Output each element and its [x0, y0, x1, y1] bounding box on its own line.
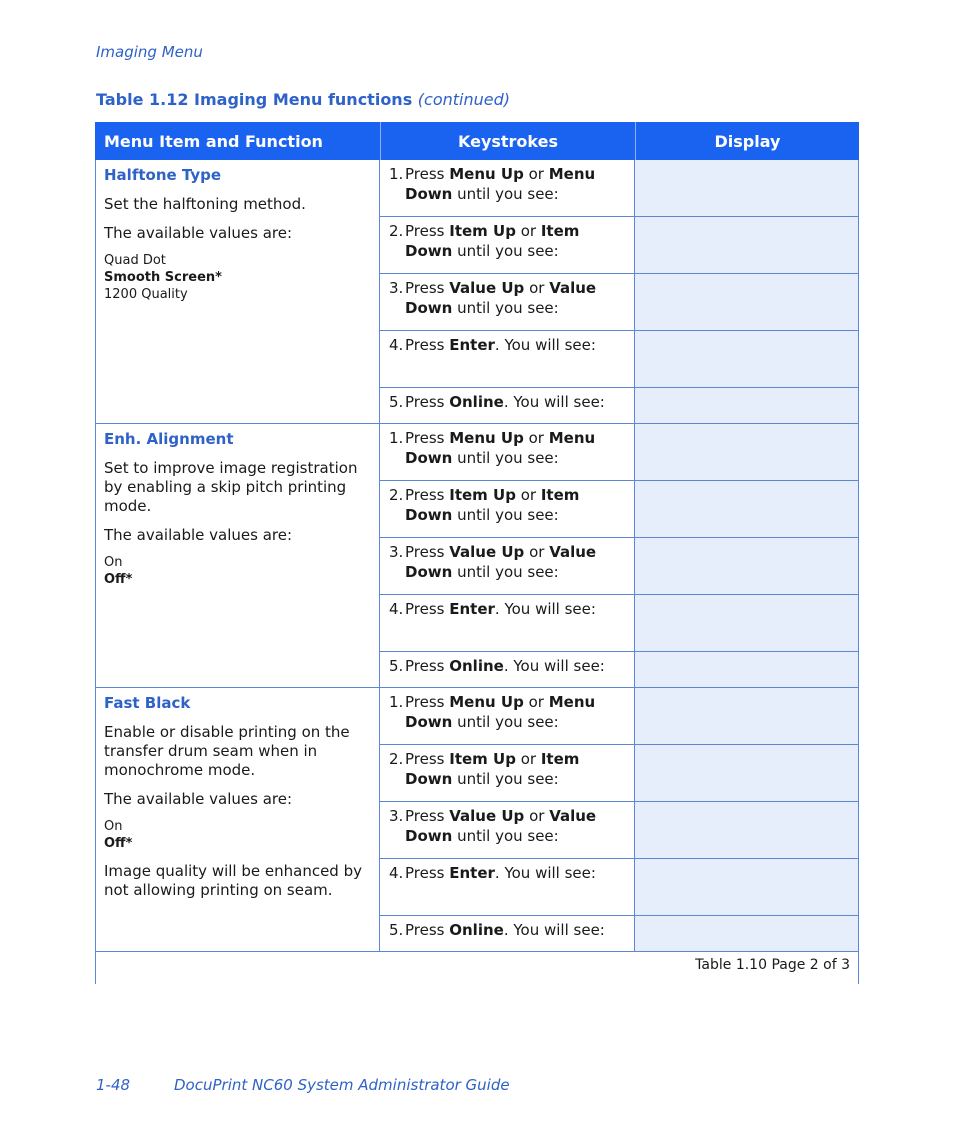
step-number: 5.: [389, 657, 404, 675]
step-number: 4.: [389, 864, 404, 882]
display-cell: [635, 160, 858, 216]
value-item: On: [104, 819, 123, 834]
step-number: 2.: [389, 486, 404, 504]
step-row: [380, 388, 858, 423]
menu-item-title: Halftone Type: [104, 166, 222, 184]
available-values-label: The available values are:: [104, 224, 293, 242]
step-row: [380, 745, 858, 802]
section-fast-black: [95, 688, 859, 952]
display-cell: [635, 331, 858, 387]
step-number: 1.: [389, 165, 404, 183]
menu-item-note: Image quality will be enhanced by not allowing printing on seam.: [104, 862, 362, 899]
step-row: [380, 859, 858, 916]
keystroke-cell: 5. Press Online. You will see:: [380, 388, 635, 423]
available-values-label: The available values are:: [104, 790, 293, 808]
table-caption: [96, 90, 510, 109]
display-cell: [635, 595, 858, 651]
value-item-default: Off*: [104, 836, 133, 851]
step-row: [380, 688, 858, 745]
keystroke-cell: 1. Press Menu Up or Menu Down until you see:: [380, 160, 635, 216]
header-function: Menu Item and Function: [95, 122, 381, 160]
keystroke-cell: 1. Press Menu Up or Menu Down until you see:: [380, 424, 635, 480]
running-head: Imaging Menu: [96, 43, 203, 61]
page-footer: [96, 1076, 510, 1094]
step-number: 2.: [389, 750, 404, 768]
document-title: DocuPrint NC60 System Administrator Guide: [174, 1076, 510, 1094]
steps-column: [380, 160, 858, 423]
display-cell: [635, 481, 858, 537]
menu-item-title: Enh. Alignment: [104, 430, 234, 448]
step-number: 1.: [389, 693, 404, 711]
step-row: [380, 916, 858, 951]
menu-item-description: Set the halftoning method.: [104, 195, 306, 213]
display-cell: [635, 859, 858, 915]
function-cell: [96, 160, 380, 423]
display-cell: [635, 424, 858, 480]
table-footer-row: [95, 952, 859, 984]
step-row: [380, 538, 858, 595]
display-cell: [635, 388, 858, 423]
function-cell: [96, 688, 380, 951]
keystroke-cell: 4. Press Enter. You will see:: [380, 859, 635, 915]
imaging-menu-table: [95, 122, 859, 984]
value-item-default: Smooth Screen*: [104, 270, 222, 285]
step-row: [380, 595, 858, 652]
display-cell: [635, 217, 858, 273]
display-cell: [635, 745, 858, 801]
header-display: Display: [714, 131, 781, 151]
keystroke-cell: 3. Press Value Up or Value Down until you see:: [380, 274, 635, 330]
value-item-default: Off*: [104, 572, 133, 587]
keystroke-cell: 4. Press Enter. You will see:: [380, 595, 635, 651]
step-number: 5.: [389, 393, 404, 411]
step-number: 2.: [389, 222, 404, 240]
step-number: 5.: [389, 921, 404, 939]
step-row: [380, 481, 858, 538]
display-cell: [635, 802, 858, 858]
values-list: [104, 818, 371, 852]
keystroke-cell: 1. Press Menu Up or Menu Down until you see:: [380, 688, 635, 744]
step-row: [380, 274, 858, 331]
step-number: 1.: [389, 429, 404, 447]
value-item: Quad Dot: [104, 253, 166, 268]
keystroke-cell: 3. Press Value Up or Value Down until you see:: [380, 802, 635, 858]
values-list: [104, 554, 371, 588]
available-values-label: The available values are:: [104, 526, 293, 544]
display-cell: [635, 652, 858, 687]
step-number: 3.: [389, 279, 404, 297]
keystroke-cell: 4. Press Enter. You will see:: [380, 331, 635, 387]
step-number: 3.: [389, 807, 404, 825]
keystroke-cell: 2. Press Item Up or Item Down until you see:: [380, 745, 635, 801]
section-halftone-type: [95, 160, 859, 424]
keystroke-cell: 2. Press Item Up or Item Down until you see:: [380, 217, 635, 273]
step-number: 4.: [389, 600, 404, 618]
steps-column: [380, 688, 858, 951]
menu-item-title: Fast Black: [104, 694, 191, 712]
display-cell: [635, 538, 858, 594]
value-item: On: [104, 555, 123, 570]
keystroke-cell: 2. Press Item Up or Item Down until you see:: [380, 481, 635, 537]
menu-item-description: Set to improve image registration by enabling a skip pitch printing mode.: [104, 459, 358, 515]
values-list: [104, 252, 371, 303]
keystroke-cell: 5. Press Online. You will see:: [380, 652, 635, 687]
step-row: [380, 802, 858, 859]
step-row: [380, 424, 858, 481]
table-caption-continued: (continued): [417, 90, 511, 109]
step-number: 4.: [389, 336, 404, 354]
page-number: 1-48: [96, 1076, 131, 1094]
table-page-reference: Table 1.10 Page 2 of 3: [695, 957, 850, 973]
header-keystrokes: Keystrokes: [381, 122, 636, 160]
step-number: 3.: [389, 543, 404, 561]
step-row: [380, 217, 858, 274]
display-cell: [635, 274, 858, 330]
keystroke-cell: 3. Press Value Up or Value Down until you see:: [380, 538, 635, 594]
step-row: [380, 652, 858, 687]
display-cell: [635, 916, 858, 951]
table-caption-label: Table 1.12 Imaging Menu functions: [96, 90, 413, 109]
step-row: [380, 160, 858, 217]
steps-column: [380, 424, 858, 687]
value-item: 1200 Quality: [104, 287, 188, 302]
menu-item-description: Enable or disable printing on the transfer drum seam when in monochrome mode.: [104, 723, 350, 779]
display-cell: [635, 688, 858, 744]
keystroke-cell: 5. Press Online. You will see:: [380, 916, 635, 951]
function-cell: [96, 424, 380, 687]
section-enh-alignment: [95, 424, 859, 688]
table-header-row: [95, 122, 859, 160]
step-row: [380, 331, 858, 388]
